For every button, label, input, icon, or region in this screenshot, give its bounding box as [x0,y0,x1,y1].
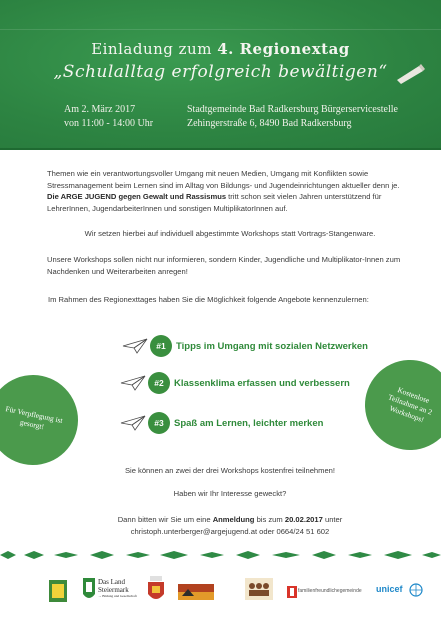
contact-line[interactable]: christoph.unterberger@argejugend.at oder 0664/24 51 602 [130,527,330,536]
paper-plane-icon [120,374,146,392]
family-logo-icon [287,586,297,598]
free-participation-badge [352,347,441,462]
event-date: Am 2. März 2017 [64,104,136,115]
workshop-label: Klassenklima erfassen und verbessern [174,377,350,389]
title-event: 4. Regionextag [217,40,350,58]
registration-word: Anmeldung [212,515,255,524]
workshop-number: #1 [150,335,172,357]
event-date-block [64,103,174,131]
intro-p1-text: Themen wie ein verantwortungsvoller Umgang mit neuen Medien, Umgang mit Konflikten sowie Stressmanagement beim Lernen sind im Alltag von Bildungs- und Jugendeinrichtungen aktueller denn je. [47,169,400,190]
sponsor-logos [0,568,441,624]
closing-line-3-text: Dann bitten wir Sie um eine [117,515,213,524]
invitation-subtitle: „Schulalltag erfolgreich bewältigen“ [53,62,388,82]
closing-line-1: Sie können an zwei der drei Workshops kostenfrei teilnehmen! [124,466,336,475]
event-address: Zehingerstraße 6, 8490 Bad Radkersburg [187,118,352,129]
event-venue: Stadtgemeinde Bad Radkersburg Bürgerservicestelle [187,104,398,115]
chalk-icon [393,62,427,84]
workshop-label: Tipps im Umgang mit sozialen Netzwerken [176,340,368,352]
land-steiermark-logo [98,578,138,599]
free-participation-badge-text: Kostenlose Teilnahme an 2 Workshops! [386,385,434,425]
paper-plane-icon [120,414,146,432]
header-chalkboard [0,0,441,150]
intro-paragraph-1 [47,168,413,214]
partner-logo-sunset [178,584,214,600]
intro-paragraph-4: Im Rahmen des Regionexttages haben Sie die Möglichkeit folgende Angebote kennenzulernen: [48,295,369,304]
header-top-band [0,0,441,30]
closing-line-3-end: unter [322,515,343,524]
event-time: von 11:00 - 14:00 Uhr [64,118,154,129]
unicef-logo: unicef [376,584,403,594]
invitation-title [0,40,441,58]
intro-paragraph-2: Wir setzen hierbei auf individuell abgestimmte Workshops statt Vortrags-Stangenware. [84,229,376,238]
workshop-item-2 [120,370,350,396]
workshop-item-1 [122,333,368,359]
closing-line-3-mid: bis zum [254,515,285,524]
closing-line-2: Haben wir Ihr Interesse geweckt? [173,489,287,498]
registration-deadline: 20.02.2017 [284,515,323,524]
partner-logo-figures [245,578,273,600]
title-prefix: Einladung zum [91,40,218,58]
intro-paragraph-3: Unsere Workshops sollen nicht nur informieren, sondern Kinder, Jugendliche und Multiplikator-Innen zum Nachdenken und Weiterarbeiten anregen! [47,255,401,276]
family-friendly-logo: familienfreundlichegemeinde [298,588,362,594]
footer-decoration [0,548,441,562]
catering-badge [0,367,86,474]
event-address-block [187,103,427,131]
land-line-2: Steiermark [98,586,129,594]
land-line-1: Das Land [98,578,126,586]
workshop-label: Spaß am Lernen, leichter merken [174,417,324,429]
intro-p1-text-end: tritt schon seit vielen Jahren unterstützend für LehrerInnen, JugendarbeiterInnen und sonstigen MultiplikatorInnen auf. [47,192,382,213]
workshop-number: #2 [148,372,170,394]
land-line-3: → Bildung und Gesellschaft [98,594,137,598]
intro-p1-bold: Die ARGE JUGEND gegen Gewalt und Rassismus [47,192,227,202]
unicef-globe-icon [409,583,423,597]
workshop-item-3 [120,410,323,436]
paper-plane-icon [122,337,148,355]
catering-badge-text: Für Verpflegung ist gesorgt! [4,404,64,432]
closing-line-3 [47,514,413,526]
workshop-number: #3 [148,412,170,434]
steiermark-crest-icon [81,576,97,604]
arge-logo [49,580,67,602]
city-crest-icon [146,576,166,604]
